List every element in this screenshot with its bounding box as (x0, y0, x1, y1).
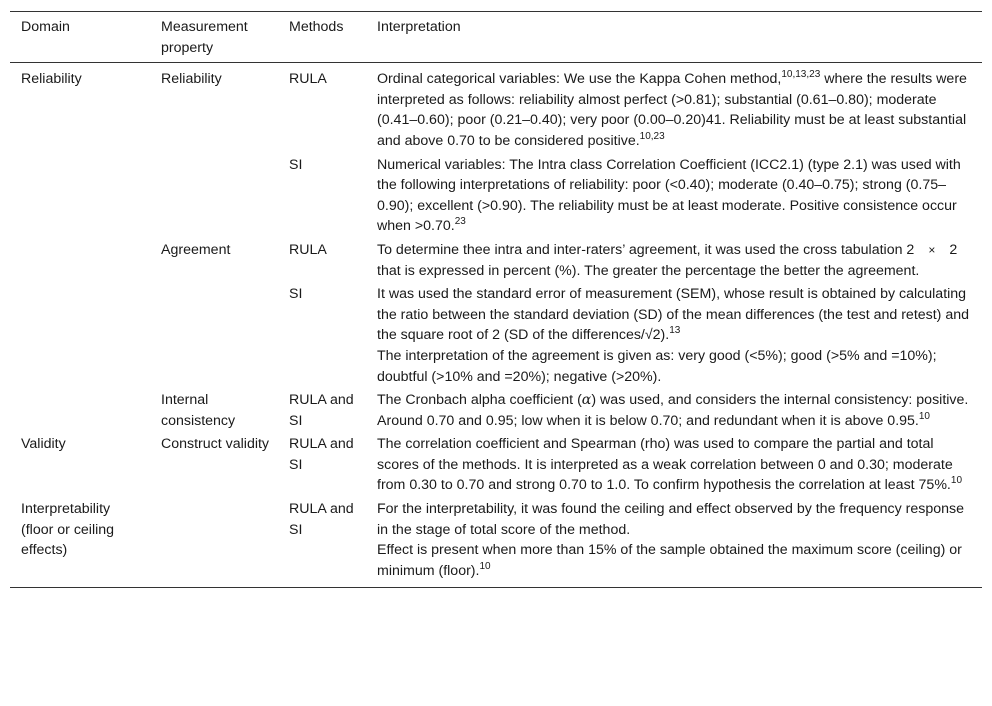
table-row (10, 63, 982, 155)
citation-superscript: 10 (950, 475, 963, 487)
domain-cell: Interpretability (floor or ceiling effects) (21, 501, 115, 559)
interpretation-cell (366, 63, 982, 155)
property-cell (150, 499, 278, 588)
table-row (10, 434, 982, 499)
measurement-properties-table-container (10, 11, 982, 588)
table-row (10, 390, 982, 434)
interpretation-text: where the results were interpreted as follows: reliability almost perfect (>0.81); substantial (0.61–0.80); moderate (0.41–0.60); poor (0.21–0.40); very poor (0.00–0.20)41. Reliability must be at least substantial and above 0.70 to be considered positive. (377, 71, 967, 149)
interpretation-text: Numerical variables: The Intra class Correlation Coefficient (ICC2.1) (type 2.1) was used with the following interpretations of reliability: poor (<0.40); moderate (0.40–0.75); strong (0.75–0.90); excellent (>0.90). The reliability must be at least moderate. Positive consistence occur when >0.70. (377, 156, 961, 235)
interpretation-cell (366, 390, 982, 434)
domain-cell (10, 284, 150, 390)
method-cell: SI (289, 286, 303, 303)
property-cell: Internal consistency (161, 392, 236, 429)
domain-cell (10, 155, 150, 240)
interpretation-text: Ordinal categorical variables: We use the Kappa Cohen method, (377, 71, 782, 88)
header-methods: Methods (289, 19, 344, 35)
method-cell: RULA (289, 71, 327, 88)
domain-cell: Reliability (21, 71, 82, 88)
interpretation-cell (366, 155, 982, 240)
interpretation-text: ) was used, and considers the internal consistency: positive. Around 0.70 and 0.95; low when it is below 0.70; and redundant when it is above 0.95. (377, 392, 969, 429)
property-cell: Reliability (161, 71, 222, 88)
table-row (10, 155, 982, 240)
interpretation-cell (366, 240, 982, 284)
interpretation-cell (366, 434, 982, 499)
property-cell (150, 155, 278, 240)
citation-superscript: 10 (479, 560, 491, 572)
table-row (10, 284, 982, 390)
table-row (10, 240, 982, 284)
table-body (10, 63, 982, 588)
citation-superscript: 10 (918, 410, 930, 422)
citation-superscript: 10,23 (639, 130, 665, 142)
header-interpretation: Interpretation (377, 19, 461, 35)
header-row (10, 12, 982, 63)
citation-superscript: 10,13,23 (781, 69, 821, 81)
interpretation-text: It was used the standard error of measurement (SEM), whose result is obtained by calculating the ratio between the standard deviation (SD) of the mean differences (the test and retest) and the square root of 2 (SD of the differences/√2). (377, 286, 970, 344)
times-symbol: × (928, 242, 936, 257)
property-cell: Construct validity (161, 436, 270, 453)
interpretation-cell (366, 499, 982, 588)
property-cell: Agreement (161, 241, 231, 258)
citation-superscript: 23 (454, 216, 466, 228)
citation-superscript: 13 (669, 325, 681, 337)
domain-cell (10, 240, 150, 284)
interpretation-text: The correlation coefficient and Spearman (rho) was used to compare the partial and total scores of the methods. It is interpreted as a weak correlation between 0 and 0.30; moderate from 0.30 to 0.70 and strong 0.70 to 1.0. To confirm hypothesis the correlation at least 75%. (377, 436, 953, 494)
table-row (10, 499, 982, 588)
header-domain: Domain (21, 19, 70, 35)
domain-cell: Validity (21, 436, 66, 453)
property-cell (150, 284, 278, 390)
method-cell: RULA and SI (289, 501, 354, 538)
header-measurement-property: Measurement property (161, 19, 248, 56)
interpretation-text: For the interpretability, it was found the ceiling and effect observed by the frequency response in the stage of total score of the method. (377, 501, 965, 538)
measurement-properties-table (10, 11, 982, 588)
method-cell: RULA and SI (289, 436, 354, 473)
method-cell: RULA (289, 241, 327, 258)
alpha-symbol: α (581, 392, 592, 409)
interpretation-text: The Cronbach alpha coefficient ( (377, 392, 582, 409)
method-cell: SI (289, 156, 303, 173)
interpretation-text: 2 that is expressed in percent (%). The greater the percentage the better the agreement. (377, 241, 958, 279)
interpretation-text: To determine thee intra and inter-raters’ agreement, it was used the cross tabulation 2 (377, 241, 915, 258)
domain-cell (10, 390, 150, 434)
interpretation-text: Effect is present when more than 15% of the sample obtained the maximum score (ceiling) or minimum (floor). (377, 542, 962, 579)
method-cell: RULA and SI (289, 392, 354, 429)
interpretation-cell (366, 284, 982, 390)
interpretation-text: The interpretation of the agreement is given as: very good (<5%); good (>5% and =10%); doubtful (>10% and =20%); negative (>20%). (377, 347, 937, 385)
table-header (10, 12, 982, 63)
